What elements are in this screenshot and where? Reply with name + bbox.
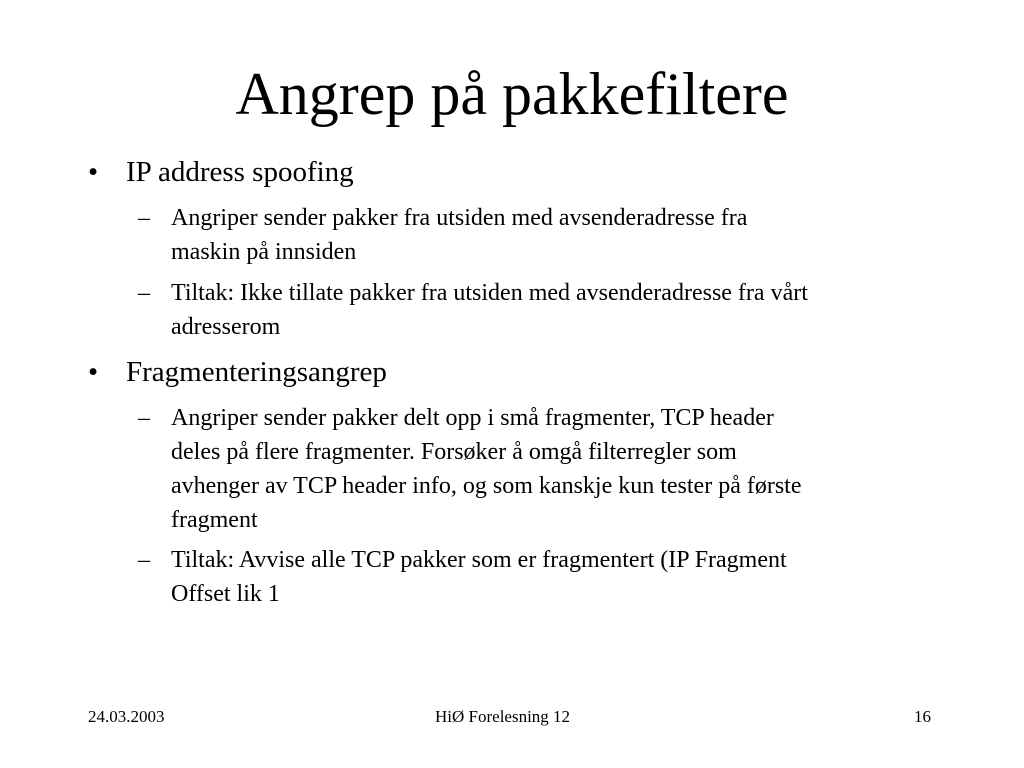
bullet-mark: • bbox=[88, 356, 99, 388]
sub-bullet-line: deles på flere fragmenter. Forsøker å omgå filterregler som bbox=[171, 439, 737, 465]
bullet-text: IP address spoofing bbox=[126, 156, 354, 188]
sub-bullet-mark: – bbox=[138, 205, 150, 231]
sub-bullet-line: Offset lik 1 bbox=[171, 581, 280, 607]
sub-bullet-line: avhenger av TCP header info, og som kanskje kun tester på første bbox=[171, 473, 802, 499]
sub-bullet-line: adresserom bbox=[171, 314, 281, 340]
sub-bullet-line: fragment bbox=[171, 507, 258, 533]
bullet-text: Fragmenteringsangrep bbox=[126, 356, 387, 388]
bullet-mark: • bbox=[88, 156, 99, 188]
sub-bullet-line: Angriper sender pakker fra utsiden med avsenderadresse fra bbox=[171, 205, 748, 231]
sub-bullet-line: Tiltak: Ikke tillate pakker fra utsiden med avsenderadresse fra vårt bbox=[171, 280, 808, 306]
sub-bullet-line: maskin på innsiden bbox=[171, 239, 357, 265]
slide-title: Angrep på pakkefiltere bbox=[235, 61, 789, 127]
footer-page-number: 16 bbox=[914, 707, 931, 726]
sub-bullet-line: Tiltak: Avvise alle TCP pakker som er fragmentert (IP Fragment bbox=[171, 547, 787, 573]
footer-title: HiØ Forelesning 12 bbox=[435, 707, 571, 726]
sub-bullet-mark: – bbox=[138, 547, 150, 573]
footer-date: 24.03.2003 bbox=[88, 707, 165, 726]
sub-bullet-mark: – bbox=[138, 405, 150, 431]
sub-bullet-mark: – bbox=[138, 280, 150, 306]
sub-bullet-line: Angriper sender pakker delt opp i små fragmenter, TCP header bbox=[171, 405, 774, 431]
